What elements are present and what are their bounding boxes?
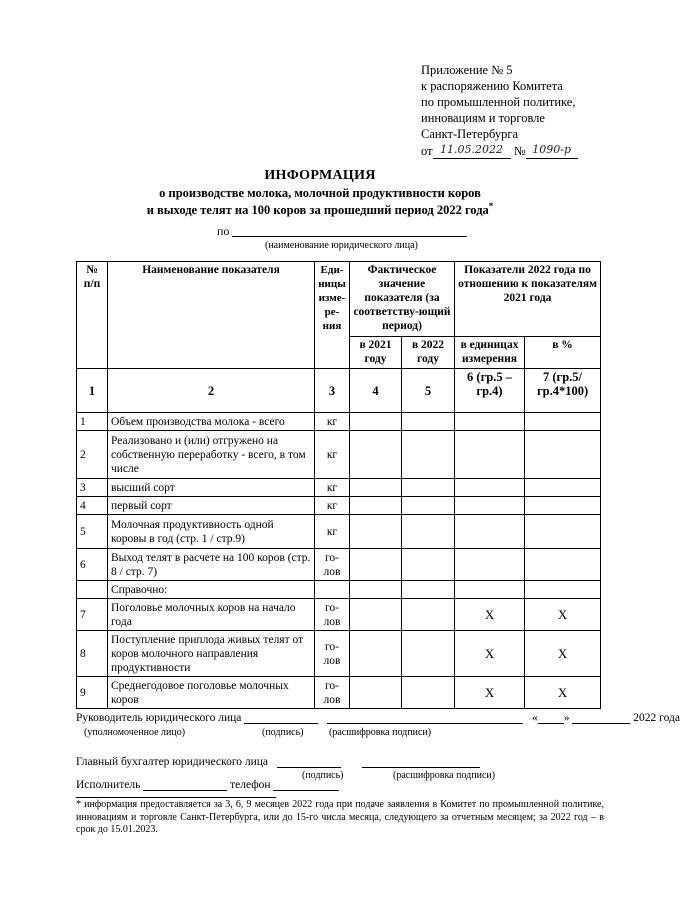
reference-label: Справочно: <box>108 581 315 599</box>
cell-diff-x: Х <box>455 677 525 709</box>
table-row <box>77 677 601 709</box>
row-num: 6 <box>77 549 108 581</box>
accountant-decipher-field[interactable] <box>362 767 480 768</box>
ref-empty-2 <box>402 581 455 599</box>
cell-2022[interactable] <box>402 599 455 631</box>
executor-field[interactable] <box>143 790 227 791</box>
year-label: 2022 года <box>633 712 680 724</box>
table-row <box>77 599 601 631</box>
row-name: первый сорт <box>108 497 315 515</box>
head-label: Руководитель юридического лица <box>76 712 242 724</box>
row-num: 9 <box>77 677 108 709</box>
table-row <box>77 497 601 515</box>
row-name: Выход телят в расчете на 100 коров (стр. 8 / стр. 7) <box>108 549 315 581</box>
cell-percent[interactable] <box>525 431 601 479</box>
phone-label: телефон <box>230 779 271 791</box>
appendix-line-2: к распоряжению Комитета <box>421 79 563 93</box>
cell-2022[interactable] <box>402 431 455 479</box>
appendix-line-1: Приложение № 5 <box>421 63 513 77</box>
accountant-signature-line <box>76 756 480 768</box>
month-field[interactable] <box>572 723 630 724</box>
table-row <box>77 479 601 497</box>
appendix-date-line <box>421 142 578 159</box>
header-in-units: в единицах измерения <box>455 337 525 369</box>
cell-2021[interactable] <box>350 479 402 497</box>
row-unit: го-лов <box>315 677 350 709</box>
cell-percent[interactable] <box>525 479 601 497</box>
header-name: Наименование показателя <box>108 262 315 369</box>
row-name: Реализовано и (или) отгружено на собственную переработку - всего, в том числе <box>108 431 315 479</box>
cell-2021[interactable] <box>350 413 402 431</box>
row-unit: кг <box>315 497 350 515</box>
entity-hint: (наименование юридического лица) <box>265 240 418 251</box>
footnote: * информация предоставляется за 3, 6, 9 месяцев 2022 года при подаче заявления в Комитет по промышленной политике, инновациям и торговле Санкт-Петербурга, или до 15-го числа месяца, следующего за отчетным месяцем; за 2022 год – в срок до 15.01.2023. <box>76 799 604 835</box>
appendix-line-4: инновациям и торговле <box>421 111 545 125</box>
accountant-decipher-caption: (расшифровка подписи) <box>393 770 496 781</box>
table-row <box>77 631 601 677</box>
phone-field[interactable] <box>273 790 339 791</box>
subtitle-2-text: и выходе телят на 100 коров за прошедший период 2022 года <box>146 203 489 218</box>
head-sign-field[interactable] <box>244 723 318 724</box>
colnum-1: 1 <box>77 369 108 413</box>
cell-percent-x: Х <box>525 631 601 677</box>
handwritten-date: 11.05.2022 <box>433 142 511 159</box>
cell-2022[interactable] <box>402 677 455 709</box>
cell-percent[interactable] <box>525 413 601 431</box>
quote-open: « <box>532 712 538 724</box>
executor-label: Исполнитель <box>76 779 141 791</box>
accountant-label: Главный бухгалтер юридического лица <box>76 756 269 768</box>
header-units: Еди-ницы изме-ре-ния <box>315 262 350 369</box>
row-unit: кг <box>315 413 350 431</box>
row-name: высший сорт <box>108 479 315 497</box>
cell-2021[interactable] <box>350 549 402 581</box>
cell-diff-x: Х <box>455 599 525 631</box>
from-label: от <box>421 144 433 158</box>
ref-empty-num <box>77 581 108 599</box>
accountant-sign-caption: (подпись) <box>302 770 344 781</box>
row-unit: кг <box>315 431 350 479</box>
row-num: 5 <box>77 515 108 549</box>
row-name: Поступление приплода живых телят от коров молочного направления продуктивности <box>108 631 315 677</box>
executor-line <box>76 779 339 791</box>
row-num: 2 <box>77 431 108 479</box>
row-num: 7 <box>77 599 108 631</box>
cell-2022[interactable] <box>402 515 455 549</box>
head-decipher-caption: (расшифровка подписи) <box>329 727 432 738</box>
colnum-7: 7 (гр.5/ гр.4*100) <box>525 369 601 413</box>
cell-2021[interactable] <box>350 431 402 479</box>
row-num: 3 <box>77 479 108 497</box>
colnum-3: 3 <box>315 369 350 413</box>
header-num: № п/п <box>77 262 108 369</box>
ref-empty-4 <box>525 581 601 599</box>
indicators-table <box>76 261 601 709</box>
cell-percent-x: Х <box>525 677 601 709</box>
quote-close: » <box>563 712 570 724</box>
row-num: 4 <box>77 497 108 515</box>
ref-empty-1 <box>350 581 402 599</box>
cell-2022[interactable] <box>402 631 455 677</box>
row-unit: го-лов <box>315 599 350 631</box>
cell-2022[interactable] <box>402 413 455 431</box>
cell-2022[interactable] <box>402 497 455 515</box>
reference-row <box>77 581 601 599</box>
handwritten-number: 1090-р <box>526 142 578 159</box>
header-percent: в % <box>525 337 601 369</box>
document-heading: ИНФОРМАЦИЯ <box>264 168 376 183</box>
cell-2021[interactable] <box>350 631 402 677</box>
appendix-block <box>421 62 578 159</box>
row-unit: кг <box>315 515 350 549</box>
cell-diff[interactable] <box>455 515 525 549</box>
appendix-line-3: по промышленной политике, <box>421 95 576 109</box>
colnum-2: 2 <box>108 369 315 413</box>
cell-2021[interactable] <box>350 515 402 549</box>
row-unit: го-лов <box>315 549 350 581</box>
cell-percent[interactable] <box>525 515 601 549</box>
day-field[interactable] <box>538 723 564 724</box>
accountant-sign-field[interactable] <box>277 767 341 768</box>
cell-percent-x: Х <box>525 599 601 631</box>
cell-diff[interactable] <box>455 497 525 515</box>
table-row <box>77 515 601 549</box>
footnote-rule <box>76 797 276 798</box>
document-subtitle-2 <box>0 201 640 218</box>
colnum-5: 5 <box>402 369 455 413</box>
row-num: 8 <box>77 631 108 677</box>
title-asterisk: * <box>488 201 494 211</box>
colnum-6: 6 (гр.5 – гр.4) <box>455 369 525 413</box>
head-signature-line <box>76 712 680 724</box>
cell-diff[interactable] <box>455 479 525 497</box>
cell-diff[interactable] <box>455 549 525 581</box>
document-subtitle-1: о производстве молока, молочной продуктивности коров <box>159 186 481 200</box>
row-name: Поголовье молочных коров на начало года <box>108 599 315 631</box>
ref-empty-3 <box>455 581 525 599</box>
cell-diff-x: Х <box>455 631 525 677</box>
head-sub-caption: (уполномоченное лицо) <box>84 727 186 738</box>
row-name: Молочная продуктивность одной коровы в год (стр. 1 / стр.9) <box>108 515 315 549</box>
colnum-4: 4 <box>350 369 402 413</box>
row-unit: го-лов <box>315 631 350 677</box>
table-row <box>77 413 601 431</box>
ref-empty-unit <box>315 581 350 599</box>
cell-2021[interactable] <box>350 497 402 515</box>
cell-diff[interactable] <box>455 413 525 431</box>
number-label: № <box>513 144 526 158</box>
cell-percent[interactable] <box>525 549 601 581</box>
row-num: 1 <box>77 413 108 431</box>
cell-2022[interactable] <box>402 549 455 581</box>
cell-2021[interactable] <box>350 677 402 709</box>
header-2022: в 2022 году <box>402 337 455 369</box>
row-name: Среднегодовое поголовье молочных коров <box>108 677 315 709</box>
entity-name-field[interactable] <box>232 236 467 237</box>
header-actual: Фактическое значение показателя (за соответству-ющий период) <box>350 262 455 337</box>
header-ratio: Показатели 2022 года по отношению к показателям 2021 года <box>455 262 601 337</box>
table-row <box>77 431 601 479</box>
cell-diff[interactable] <box>455 431 525 479</box>
head-decipher-field[interactable] <box>327 723 523 724</box>
cell-2022[interactable] <box>402 479 455 497</box>
table-row <box>77 549 601 581</box>
row-name: Объем производства молока - всего <box>108 413 315 431</box>
appendix-line-5: Санкт-Петербурга <box>421 127 519 141</box>
cell-percent[interactable] <box>525 497 601 515</box>
entity-label: по <box>217 224 230 238</box>
cell-2021[interactable] <box>350 599 402 631</box>
row-unit: кг <box>315 479 350 497</box>
header-2021: в 2021 году <box>350 337 402 369</box>
head-sign-caption: (подпись) <box>262 727 304 738</box>
